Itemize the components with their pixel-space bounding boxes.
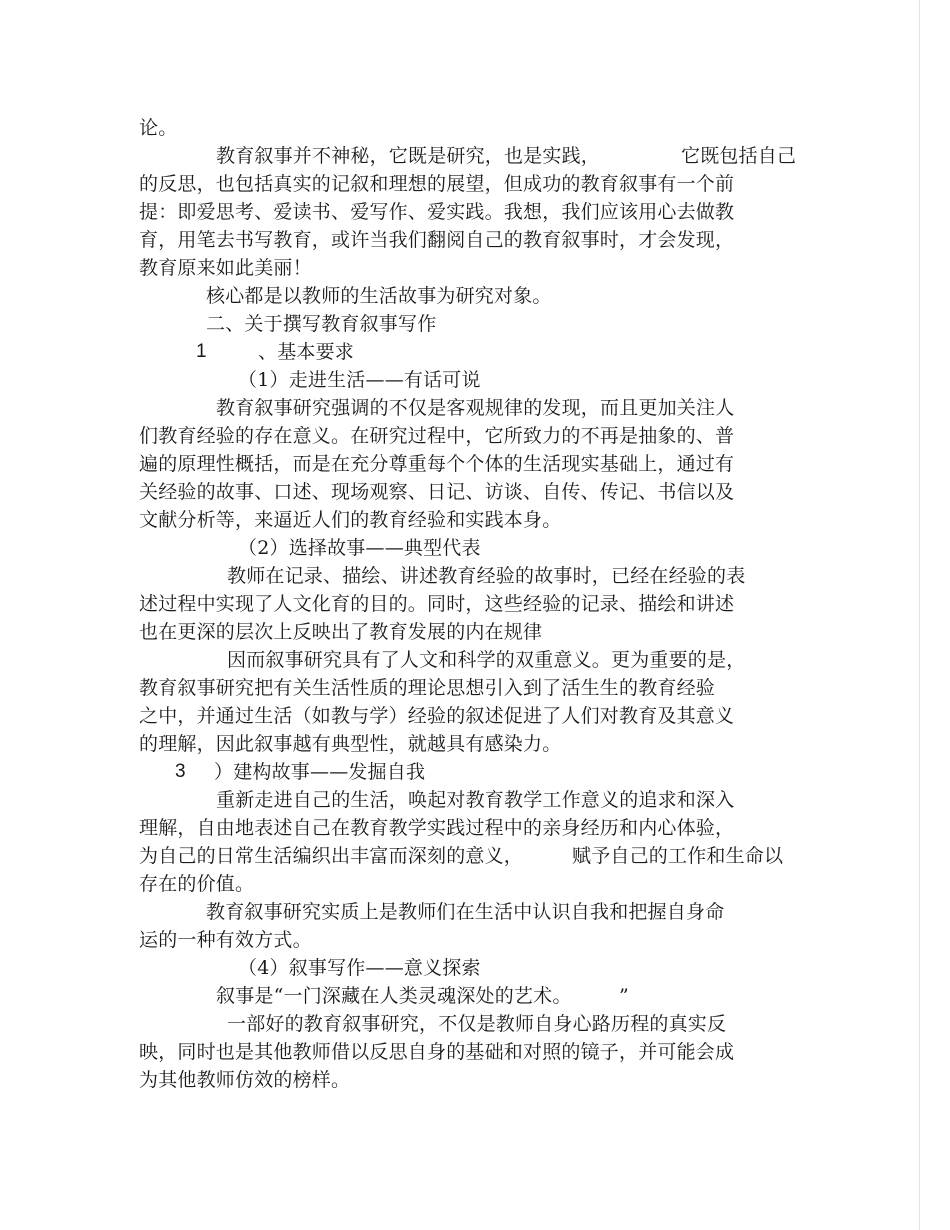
text-line: 它既包括自己	[681, 145, 797, 167]
text-line: 提：即爱思考、爱读书、爱写作、爱实践。我想，我们应该用心去做教	[139, 201, 735, 223]
item-heading: ）建构故事——发掘自我	[214, 761, 426, 783]
item-heading: （1）走进生活——有话可说	[238, 369, 481, 391]
text-line: 运的一种有效方式。	[139, 929, 312, 951]
text-line: 教育叙事研究强调的不仅是客观规律的发现，而且更加关注人	[216, 397, 735, 419]
page-edge-divider	[919, 0, 920, 1230]
text-line: 的理解，因此叙事越有典型性，就越具有感染力。	[139, 733, 562, 755]
text-line: 映，同时也是其他教师借以反思自身的基础和对照的镜子，并可能会成	[139, 1041, 735, 1063]
text-line: 教育叙事研究实质上是教师们在生活中认识自我和把握自身命	[206, 901, 725, 923]
text-line: 遍的原理性概括，而是在充分尊重每个个体的生活现实基础上，通过有	[139, 453, 735, 475]
item-heading: （4）叙事写作——意义探索	[238, 957, 481, 979]
text-line: 教师在记录、描绘、讲述教育经验的故事时，已经在经验的表	[227, 565, 746, 587]
text-line: 论。	[139, 117, 178, 139]
text-line: ”	[619, 985, 629, 1007]
text-line: 之中，并通过生活（如教与学）经验的叙述促进了人们对教育及其意义	[139, 705, 735, 727]
text-line: 为自己的日常生活编织出丰富而深刻的意义，	[139, 845, 524, 867]
text-line: 述过程中实现了人文化育的目的。同时，这些经验的记录、描绘和讲述	[139, 593, 735, 615]
text-line: 存在的价值。	[139, 873, 255, 895]
text-line: 教育原来如此美丽！	[139, 257, 312, 279]
text-line: 赋予自己的工作和生命以	[572, 845, 784, 867]
text-line: 们教育经验的存在意义。在研究过程中，它所致力的不再是抽象的、普	[139, 425, 735, 447]
text-line: 因而叙事研究具有了人文和科学的双重意义。更为重要的是，	[227, 649, 746, 671]
text-line: 一部好的教育叙事研究，不仅是教师自身心路历程的真实反	[227, 1013, 727, 1035]
text-line: 文献分析等，来逼近人们的教育经验和实践本身。	[139, 509, 562, 531]
text-line: 关经验的故事、口述、现场观察、日记、访谈、自传、传记、书信以及	[139, 481, 735, 503]
text-line: 核心都是以教师的生活故事为研究对象。	[206, 285, 552, 307]
text-line: 教育叙事并不神秘，它既是研究，也是实践，	[216, 145, 601, 167]
section-heading: 二、关于撰写教育叙事写作	[206, 313, 437, 335]
text-line: 叙事是“一门深藏在人类灵魂深处的艺术。	[216, 985, 572, 1007]
subsection-heading: 、基本要求	[258, 341, 355, 363]
text-line: 的反思，也包括真实的记叙和理想的展望，但成功的教育叙事有一个前	[139, 173, 735, 195]
text-line: 重新走进自己的生活，唤起对教育教学工作意义的追求和深入	[216, 789, 735, 811]
text-line: 也在更深的层次上反映出了教育发展的内在规律	[139, 621, 543, 643]
heading-number: 1	[196, 341, 207, 362]
text-line: 理解，自由地表述自己在教育教学实践过程中的亲身经历和内心体验，	[139, 817, 735, 839]
text-line: 教育叙事研究把有关生活性质的理论思想引入到了活生生的教育经验	[139, 677, 716, 699]
item-heading: （2）选择故事——典型代表	[238, 537, 481, 559]
heading-number: 3	[175, 761, 186, 782]
text-line: 为其他教师仿效的榜样。	[139, 1069, 351, 1091]
text-line: 育，用笔去书写教育，或许当我们翻阅自己的教育叙事时，才会发现，	[139, 229, 735, 251]
